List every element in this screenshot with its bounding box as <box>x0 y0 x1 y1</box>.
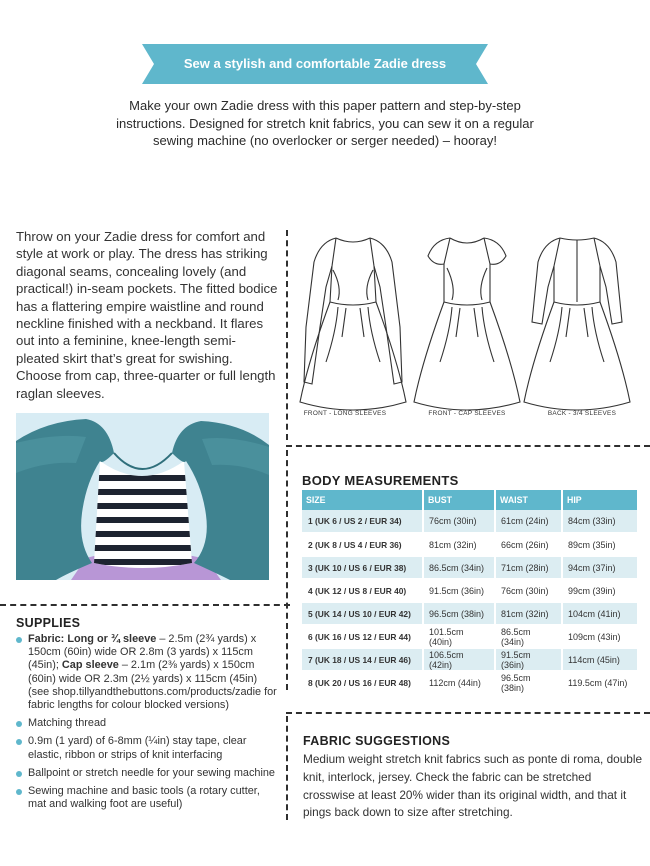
dress-photo <box>16 413 269 580</box>
dress-label-back: BACK - 3/4 SLEEVES <box>547 410 617 417</box>
header-size: SIZE <box>302 490 423 510</box>
waist-cell: 81cm (32in) <box>495 602 562 625</box>
horizontal-divider <box>0 604 290 606</box>
waist-cell: 71cm (28in) <box>495 556 562 579</box>
header-bust: BUST <box>423 490 495 510</box>
waist-cell: 91.5cm (36in) <box>495 648 562 671</box>
list-item <box>16 785 278 811</box>
horizontal-divider <box>286 712 650 714</box>
waist-cell: 66cm (26in) <box>495 533 562 556</box>
dress-illustration-icon <box>298 232 638 432</box>
measurements-table <box>302 490 637 695</box>
bust-cell: 81cm (32in) <box>423 533 495 556</box>
waist-cell: 61cm (24in) <box>495 510 562 533</box>
size-cell: 7 (UK 18 / US 14 / EUR 46) <box>302 648 423 671</box>
waist-cell: 86.5cm (34in) <box>495 625 562 648</box>
bullet-icon <box>16 721 22 727</box>
supplies-list <box>16 633 278 816</box>
needle-text: Ballpoint or stretch needle for your sewing machine <box>28 766 275 779</box>
size-cell: 3 (UK 10 / US 6 / EUR 38) <box>302 556 423 579</box>
fabric-title: FABRIC SUGGESTIONS <box>303 734 451 748</box>
hip-cell: 104cm (41in) <box>562 602 637 625</box>
dress-label-cap: FRONT - CAP SLEEVES <box>428 410 506 417</box>
hip-cell: 84cm (33in) <box>562 510 637 533</box>
hip-cell: 89cm (35in) <box>562 533 637 556</box>
fabric-long-label: Fabric: Long or ¾ sleeve <box>28 633 157 645</box>
intro-line: Make your own Zadie dress with this paper pattern and step-by-step <box>129 98 521 113</box>
list-item <box>16 735 278 761</box>
intro-line: instructions. Designed for stretch knit fabrics, you can sew it on a regular <box>116 115 534 131</box>
size-cell: 8 (UK 20 / US 16 / EUR 48) <box>302 671 423 694</box>
table-header-row <box>302 490 637 510</box>
dress-description: Throw on your Zadie dress for comfort and style at work or play. The dress has striking diagonal seams, concealing lovely (and practical!) in-seam pockets. The fitted bodice has a flattering empire waistline and round neckline finished with a neckband. It flares out into a feminine, knee-length semi-pleated skirt that’s great for swishing. Choose from cap, three-quarter or full length raglan sleeves. <box>16 229 278 401</box>
title-banner <box>142 44 488 84</box>
table-row <box>302 556 637 579</box>
fabric-text: Medium weight stretch knit fabrics such as ponte di roma, double knit, interlock, jersey. Check the fabric can be stretched crosswise at least 20% wider than its original width, and that it pings back down to size after stretching. <box>303 752 642 820</box>
hip-cell: 94cm (37in) <box>562 556 637 579</box>
vertical-divider <box>286 230 288 440</box>
bullet-icon <box>16 771 22 777</box>
vertical-divider <box>286 716 288 820</box>
size-cell: 5 (UK 14 / US 10 / EUR 42) <box>302 602 423 625</box>
thread-text: Matching thread <box>28 717 107 730</box>
bust-cell: 112cm (44in) <box>423 671 495 694</box>
bullet-icon <box>16 739 22 745</box>
table-row <box>302 602 637 625</box>
stay-tape-text: 0.9m (1 yard) of 6-8mm (¼in) stay tape, clear elastic, ribbon or strips of knit interfacing <box>28 735 247 761</box>
machine-text: Sewing machine and basic tools (a rotary cutter, mat and walking foot are useful) <box>28 785 260 811</box>
fabric-cap-label: Cap sleeve <box>61 659 119 672</box>
list-item <box>16 717 278 730</box>
list-item <box>16 767 278 780</box>
hip-cell: 114cm (45in) <box>562 648 637 671</box>
waist-cell: 76cm (30in) <box>495 579 562 602</box>
waist-cell: 96.5cm (38in) <box>495 671 562 694</box>
table-row <box>302 625 637 648</box>
bust-cell: 101.5cm (40in) <box>423 625 495 648</box>
banner-title: Sew a stylish and comfortable Zadie dress <box>183 56 447 71</box>
bullet-icon <box>16 789 22 795</box>
size-cell: 4 (UK 12 / US 8 / EUR 40) <box>302 579 423 602</box>
table-row <box>302 648 637 671</box>
hip-cell: 109cm (43in) <box>562 625 637 648</box>
bust-cell: 96.5cm (38in) <box>423 602 495 625</box>
intro-text <box>95 97 555 150</box>
vertical-divider <box>286 450 288 690</box>
size-cell: 2 (UK 8 / US 4 / EUR 36) <box>302 533 423 556</box>
bust-cell: 91.5cm (36in) <box>423 579 495 602</box>
dress-photo-icon <box>16 413 269 580</box>
dress-label-long: FRONT - LONG SLEEVES <box>303 410 387 417</box>
horizontal-divider <box>286 445 650 447</box>
table-row <box>302 533 637 556</box>
hip-cell: 99cm (39in) <box>562 579 637 602</box>
header-hip: HIP <box>562 490 637 510</box>
supplies-title: SUPPLIES <box>16 616 81 630</box>
bullet-icon <box>16 637 22 643</box>
bust-cell: 106.5cm (42in) <box>423 648 495 671</box>
fabric-long-text: – 2.5m (2¾ yards) x 150cm (60in) wide OR 2.8m (3 yards) x 115cm (45in); <box>28 633 257 672</box>
size-cell: 6 (UK 16 / US 12 / EUR 44) <box>302 625 423 648</box>
table-row <box>302 671 637 694</box>
size-cell: 1 (UK 6 / US 2 / EUR 34) <box>302 510 423 533</box>
measurements-title: BODY MEASUREMENTS <box>302 473 459 488</box>
table-row <box>302 510 637 533</box>
list-item <box>16 633 278 712</box>
hip-cell: 119.5cm (47in) <box>562 671 637 694</box>
header-waist: WAIST <box>495 490 562 510</box>
table-row <box>302 579 637 602</box>
bust-cell: 86.5cm (34in) <box>423 556 495 579</box>
bust-cell: 76cm (30in) <box>423 510 495 533</box>
intro-line: sewing machine (no overlocker or serger needed) – hooray! <box>153 133 497 148</box>
fabric-cap-text: – 2.1m (2⅜ yards) x 150cm (60in) wide OR 2.3m (2½ yards) x 115cm (45in) (see shop.tillyandthebuttons.com/products/zadie for fabric lengths for colour blocked versions) <box>28 659 277 712</box>
